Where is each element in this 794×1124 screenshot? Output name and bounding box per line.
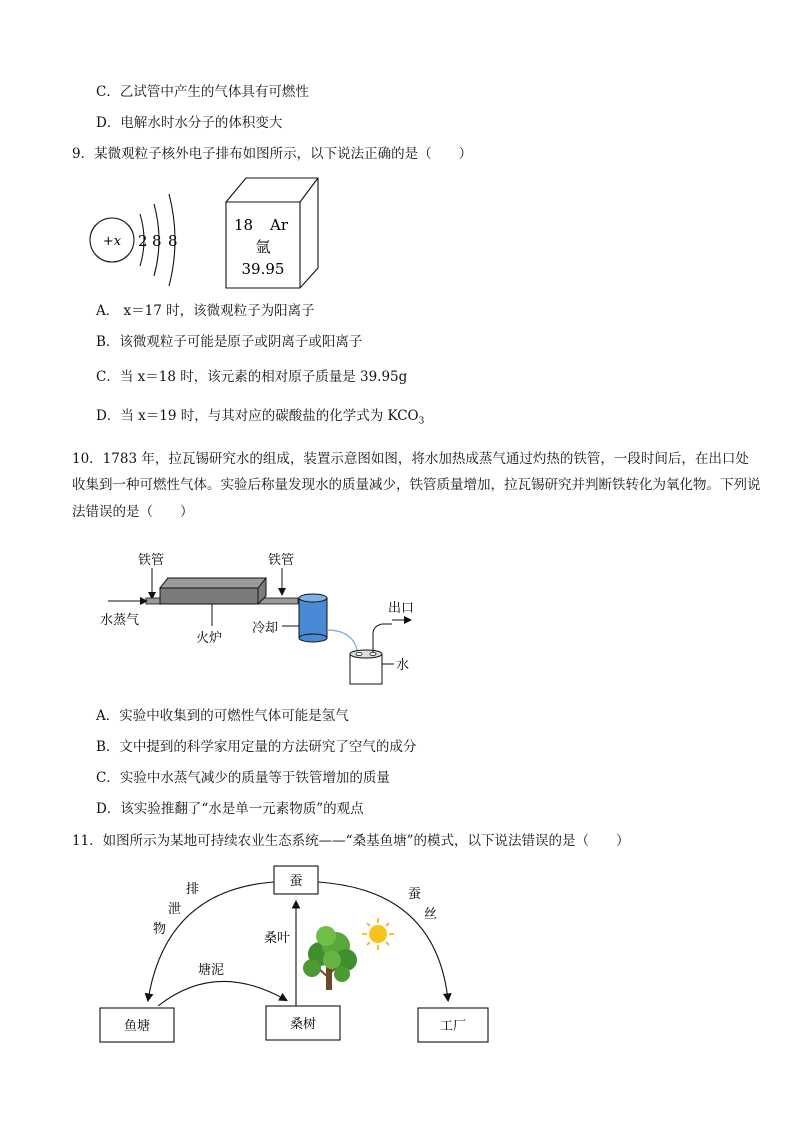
nucleus-charge: +x — [102, 234, 122, 249]
arrow-pond-mud — [158, 981, 286, 1006]
q10-option-c: C．实验中水蒸气减少的质量等于铁管增加的质量 — [96, 770, 390, 786]
label-silk-2: 丝 — [424, 907, 438, 922]
label-water: 水 — [396, 658, 410, 673]
label-outlet: 出口 — [388, 601, 415, 616]
shell-2-count: 8 — [152, 232, 162, 250]
q9-option-d-text: D．当 x＝19 时，与其对应的碳酸盐的化学式为 KCO — [96, 408, 419, 424]
label-excrement-3: 物 — [153, 922, 167, 937]
box-fishpond-label: 鱼塘 — [123, 1019, 151, 1034]
q9-stem: 9．某微观粒子核外电子排布如图所示，以下说法正确的是（ ） — [72, 146, 473, 162]
tree-icon — [303, 926, 357, 990]
label-steam: 水蒸气 — [100, 613, 140, 628]
element-symbol: Ar — [270, 216, 289, 234]
q10-option-b: B．文中提到的科学家用定量的方法研究了空气的成分 — [96, 739, 417, 755]
box-silkworm-label: 蚕 — [289, 874, 303, 889]
cooling-cylinder — [299, 598, 327, 638]
label-tube-left: 铁管 — [138, 553, 165, 568]
sun-icon — [362, 918, 394, 950]
label-silk-1: 蚕 — [408, 887, 422, 902]
q9-option-b: B．该微观粒子可能是原子或阴离子或阳离子 — [96, 334, 363, 350]
q10-stem: 10．1783 年，拉瓦锡研究水的组成，装置示意图如图，将水加热成蒸气通过灼热的铁管，一段时间后，在出口处收集到一种可燃性气体。实验后称量发现水的质量减少，铁管质量增加，拉瓦锡研究并判断铁转化为氧化物。下列说法错误的是（ ） — [72, 451, 761, 520]
label-excrement-2: 泄 — [168, 902, 182, 917]
label-cooling: 冷却 — [252, 621, 279, 636]
box-mulberry-label: 桑树 — [289, 1017, 317, 1032]
q8-option-c: C．乙试管中产生的气体具有可燃性 — [96, 84, 309, 100]
element-number: 18 — [234, 216, 254, 234]
label-mulberry-leaf: 桑叶 — [264, 931, 291, 946]
label-tube-right: 铁管 — [268, 553, 295, 568]
shell-3-count: 8 — [168, 232, 178, 250]
q8-option-d: D．电解水时水分子的体积变大 — [96, 115, 283, 131]
element-mass: 39.95 — [241, 260, 285, 278]
q10-option-d: D．该实验推翻了“水是单一元素物质”的观点 — [96, 801, 364, 817]
box-factory-label: 工厂 — [439, 1019, 467, 1034]
q9-option-c: C．当 x＝18 时，该元素的相对原子质量是 39.95g — [96, 369, 408, 385]
q10-option-a: A．实验中收集到的可燃性气体可能是氢气 — [96, 708, 349, 724]
q9-option-a: A． x＝17 时，该微观粒子为阳离子 — [96, 303, 315, 319]
element-name: 氩 — [255, 238, 271, 256]
q9-option-d — [96, 408, 424, 428]
q11-stem: 11．如图所示为某地可持续农业生态系统——“桑基鱼塘”的模式，以下说法错误的是（ ） — [72, 833, 630, 849]
label-pond-mud: 塘泥 — [198, 963, 225, 978]
label-furnace: 火炉 — [196, 631, 223, 646]
q9-diagram — [84, 172, 344, 292]
q10-apparatus-diagram — [96, 546, 436, 696]
q9-option-d-subscript: 3 — [418, 416, 425, 427]
shell-1-count: 2 — [138, 232, 148, 250]
label-excrement-1: 排 — [186, 882, 200, 897]
q11-ecosystem-diagram — [96, 860, 496, 1050]
